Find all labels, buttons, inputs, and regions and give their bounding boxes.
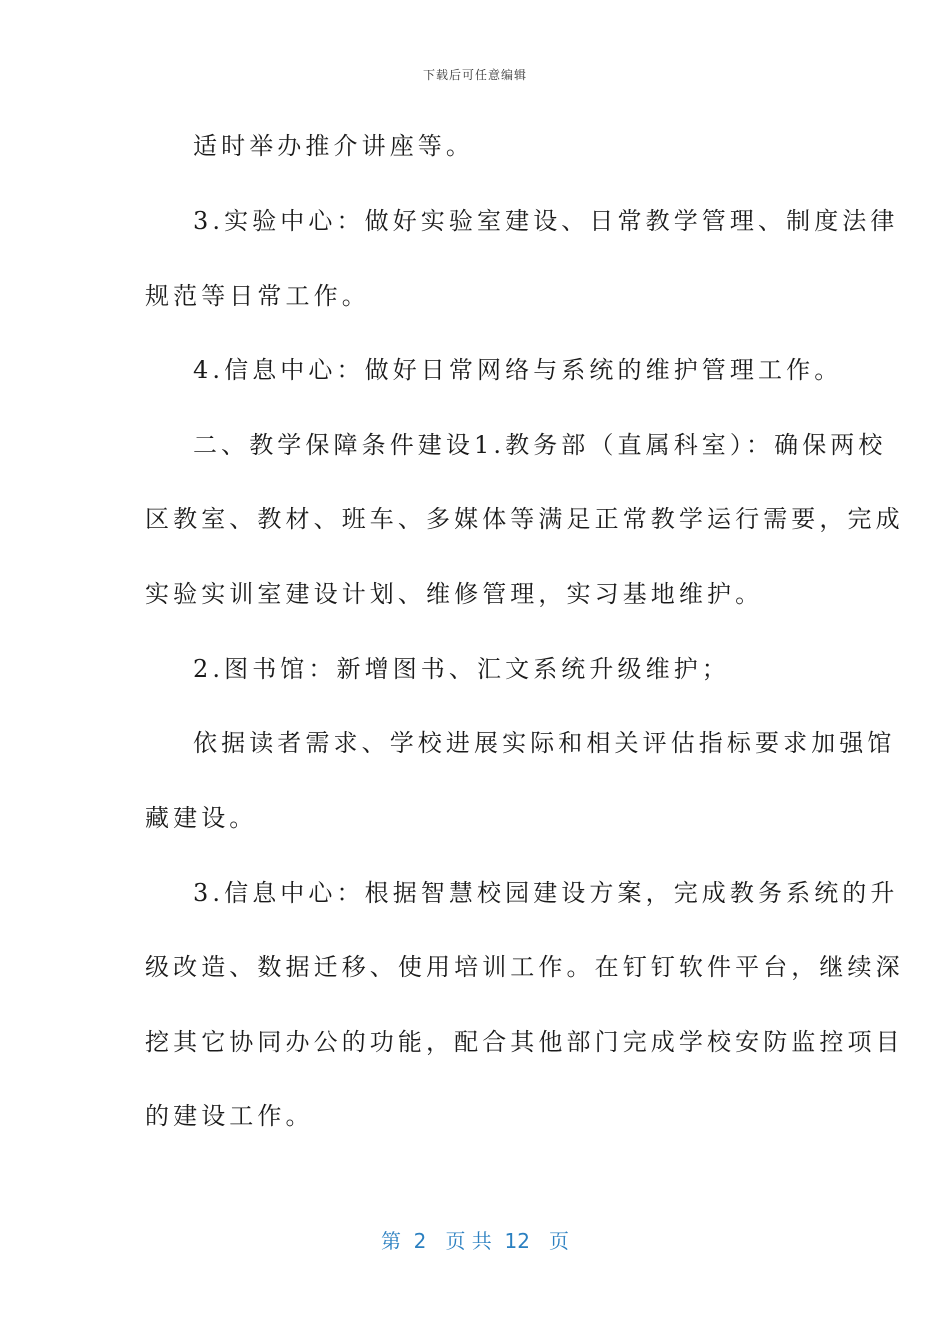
paragraph-line: 依据读者需求、学校进展实际和相关评估指标要求加强馆 bbox=[193, 729, 896, 757]
paragraph-line: 规范等日常工作。 bbox=[145, 282, 370, 310]
paragraph-line: 4.信息中心：做好日常网络与系统的维护管理工作。 bbox=[193, 356, 843, 384]
header-note: 下载后可任意编辑 bbox=[422, 68, 527, 82]
paragraph-line: 适时举办推介讲座等。 bbox=[193, 132, 474, 160]
paragraph-line: 二、教学保障条件建设1.教务部（直属科室）：确保两校 bbox=[193, 431, 887, 459]
paragraph-line: 挖其它协同办公的功能，配合其他部门完成学校安防监控项目 bbox=[145, 1028, 904, 1056]
paragraph-line: 3.实验中心：做好实验室建设、日常教学管理、制度法律 bbox=[193, 207, 899, 235]
paragraph-line: 区教室、教材、班车、多媒体等满足正常教学运行需要，完成 bbox=[145, 505, 904, 533]
paragraph-line: 实验实训室建设计划、维修管理，实习基地维护。 bbox=[145, 580, 764, 608]
paragraph-line: 级改造、数据迁移、使用培训工作。在钉钉软件平台，继续深 bbox=[145, 953, 904, 981]
paragraph-line: 藏建设。 bbox=[145, 804, 258, 832]
paragraph-line: 2.图书馆：新增图书、汇文系统升级维护； bbox=[193, 655, 730, 683]
paragraph-line: 3.信息中心：根据智慧校园建设方案，完成教务系统的升 bbox=[193, 879, 899, 907]
paragraph-line: 的建设工作。 bbox=[145, 1102, 314, 1130]
page-number-footer: 第 2 页 共 12 页 bbox=[380, 1229, 570, 1253]
